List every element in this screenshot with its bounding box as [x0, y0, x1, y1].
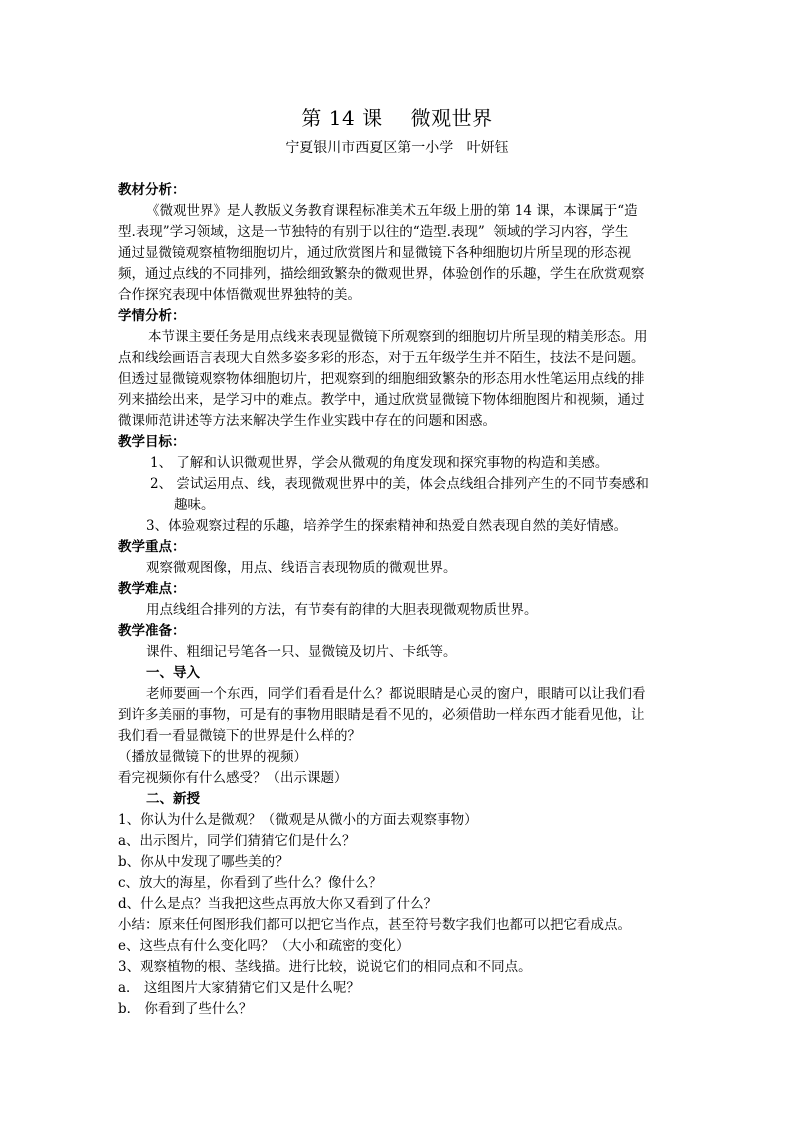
list-item: a、出示图片，同学们猜猜它们是什么？	[118, 833, 356, 849]
preparation-text: 课件、粗细记号笔各一只、显微镜及切片、卡纸等。	[146, 644, 457, 660]
paragraph-line: 《微观世界》是人教版义务教育课程标准美术五年级上册的第 14 课，本课属于“造	[146, 203, 638, 219]
paragraph-line: 到许多美丽的事物，可是有的事物用眼睛是看不见的，必须借助一样东西才能看见他，让	[118, 707, 645, 723]
section-new-lesson: 二、新授	[146, 791, 200, 807]
heading-textbook-analysis: 教材分析：	[118, 182, 186, 198]
paragraph-line: 但透过显微镜观察物体细胞切片，把观察到的细胞细致繁杂的形态用水性笔运用点线的排	[118, 371, 645, 387]
list-item: a． 这组图片大家猜猜它们又是什么呢？	[118, 980, 360, 996]
paragraph-line: 通过显微镜观察植物细胞切片，通过欣赏图片和显微镜下各种细胞切片所呈现的形态视	[118, 245, 631, 261]
list-item: 3、观察植物的根、茎线描。进行比较，说说它们的相同点和不同点。	[118, 959, 532, 975]
heading-preparation: 教学准备：	[118, 623, 186, 639]
lesson-title: 微观世界	[410, 106, 493, 130]
heading-teaching-goals: 教学目标：	[118, 434, 186, 450]
paragraph-line: 微课师范讲述等方法来解决学生作业实践中存在的问题和困惑。	[118, 413, 496, 429]
list-item: b、你从中发现了哪些美的？	[118, 854, 289, 870]
paragraph-line: （播放显微镜下的世界的视频）	[118, 749, 307, 765]
key-points-text: 观察微观图像，用点、线语言表现物质的微观世界。	[146, 560, 457, 576]
page-title	[0, 104, 794, 132]
summary-line: 小结：原来任何图形我们都可以把它当作点，甚至符号数字我们也都可以把它看成点。	[118, 917, 631, 933]
paragraph-line: 本节课主要任务是用点线来表现显微镜下所观察到的细胞切片所呈现的精美形态。用	[148, 329, 648, 345]
goal-item-2-continued: 趣味。	[174, 497, 215, 513]
heading-student-analysis: 学情分析：	[118, 308, 186, 324]
list-item: c、放大的海星，你看到了些什么？像什么？	[118, 875, 383, 891]
goal-item-2: 2、 尝试运用点、线，表现微观世界中的美，体会点线组合排列产生的不同节奏感和	[150, 476, 649, 492]
goal-item-1: 1、 了解和认识微观世界，学会从微观的角度发现和探究事物的构造和美感。	[150, 455, 609, 471]
paragraph-line: 频，通过点线的不同排列，描绘细致繁杂的微观世界，体验创作的乐趣，学生在欣赏观察	[118, 266, 645, 282]
paragraph-line: 看完视频你有什么感受？（出示课题）	[118, 770, 348, 786]
goal-item-3: 3、体验观察过程的乐趣，培养学生的探索精神和热爱自然表现自然的美好情感。	[146, 518, 628, 534]
lesson-number: 第 14 课	[301, 106, 383, 130]
paragraph-line: 列来描绘出来，是学习中的难点。教学中，通过欣赏显微镜下物体细胞图片和视频，通过	[118, 392, 645, 408]
paragraph-line: 点和线绘画语言表现大自然多姿多彩的形态，对于五年级学生并不陌生，技法不是问题。	[118, 350, 645, 366]
document-body	[118, 180, 683, 1020]
paragraph-line: 合作探究表现中体悟微观世界独特的美。	[118, 287, 361, 303]
paragraph-line: 我们看一看显微镜下的世界是什么样的？	[118, 728, 361, 744]
list-item: d、什么是点？当我把这些点再放大你又看到了什么？	[118, 896, 438, 912]
paragraph-line: 老师要画一个东西，同学们看看是什么？都说眼睛是心灵的窗户，眼睛可以让我们看	[146, 686, 646, 702]
heading-key-points: 教学重点：	[118, 539, 186, 555]
list-item: b． 你看到了些什么？	[118, 1001, 253, 1017]
paragraph-line: 型.表现”学习领域，这是一节独特的有别于以往的“造型.表现” 领域的学习内容，学生	[118, 224, 629, 240]
author-line: 宁夏银川市西夏区第一小学 叶妍钰	[285, 140, 509, 156]
section-introduction: 一、导入	[146, 665, 200, 681]
list-item: e、这些点有什么变化吗？（大小和疏密的变化）	[118, 938, 410, 954]
list-item: 1、你认为什么是微观？（微观是从微小的方面去观察事物）	[118, 812, 478, 828]
heading-difficult-points: 教学难点：	[118, 581, 186, 597]
difficult-points-text: 用点线组合排列的方法，有节奏有韵律的大胆表现微观物质世界。	[146, 602, 538, 618]
